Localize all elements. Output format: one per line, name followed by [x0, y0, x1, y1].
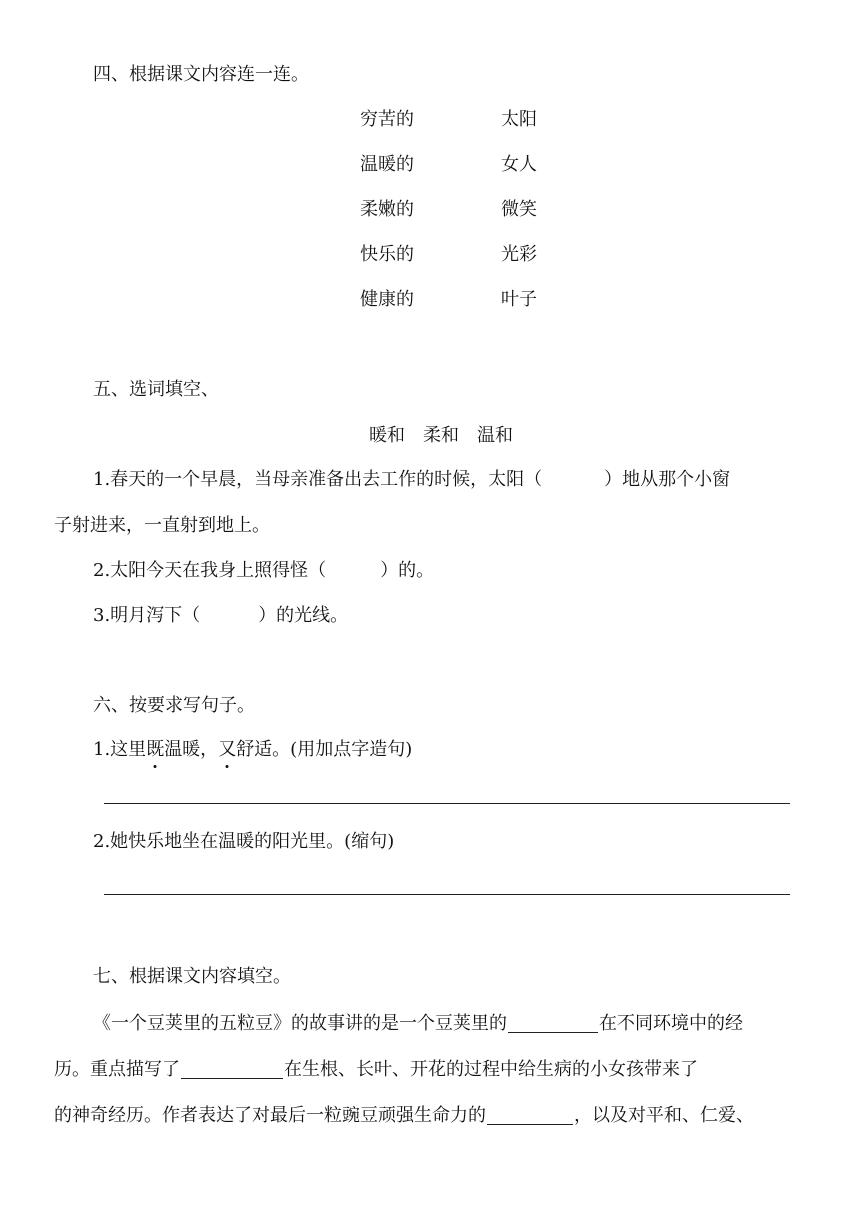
- word-bank: 暖和 柔和 温和: [369, 425, 513, 446]
- q1-text-b: ）地从那个小窗: [604, 469, 731, 490]
- s7-text: ，以及对平和、仁爱、: [574, 1105, 754, 1126]
- fill-blank[interactable]: [508, 1014, 598, 1033]
- s7-text: 在生根、长叶、开花的过程中给生病的小女孩带来了: [284, 1059, 698, 1080]
- question-6-1: [93, 741, 412, 759]
- section7-line-2: [54, 1060, 698, 1079]
- section4-title: 四、根据课文内容连一连。: [93, 64, 309, 85]
- q2-text-b: ）的。: [380, 560, 435, 581]
- question-5-1: [93, 471, 730, 489]
- match-left-item: 健康的: [360, 289, 414, 310]
- q3-text-a: 3.明月泻下（: [93, 605, 201, 626]
- match-left-item: 柔嫩的: [360, 199, 414, 220]
- q6-1-post: 舒适。(用加点字造句): [236, 739, 413, 760]
- question-5-2: [93, 562, 434, 580]
- match-left-item: 温暖的: [360, 154, 414, 175]
- section7-line-3: [54, 1106, 754, 1125]
- s7-text: 《一个豆荚里的五粒豆》的故事讲的是一个豆荚里的: [93, 1013, 507, 1034]
- match-right-item: 微笑: [501, 199, 537, 220]
- dotted-char: 又: [218, 739, 237, 760]
- match-right-item: 女人: [501, 154, 537, 175]
- q6-1-pre: 1.这里: [93, 739, 147, 760]
- s7-text: 历。重点描写了: [54, 1059, 180, 1080]
- q6-1-mid: 温暖，: [164, 739, 219, 760]
- section6-title: 六、按要求写句子。: [93, 695, 255, 716]
- s7-text: 在不同环境中的经: [599, 1013, 743, 1034]
- q1-text-a: 1.春天的一个早晨，当母亲准备出去工作的时候，太阳（: [93, 469, 543, 490]
- q2-text-a: 2.太阳今天在我身上照得怪（: [93, 560, 327, 581]
- fill-blank[interactable]: [181, 1060, 283, 1079]
- dotted-char: 既: [146, 739, 165, 760]
- match-right-item: 太阳: [501, 109, 537, 130]
- match-left-item: 穷苦的: [360, 109, 414, 130]
- match-right-item: 光彩: [501, 244, 537, 265]
- question-5-1-continued: 子射进来，一直射到地上。: [54, 515, 270, 536]
- answer-line[interactable]: [104, 803, 790, 804]
- answer-line[interactable]: [104, 894, 790, 895]
- s7-text: 的神奇经历。作者表达了对最后一粒豌豆顽强生命力的: [54, 1105, 486, 1126]
- fill-blank[interactable]: [487, 1106, 573, 1125]
- section5-title: 五、选词填空、: [93, 379, 219, 400]
- match-right-item: 叶子: [501, 289, 537, 310]
- match-left-item: 快乐的: [360, 244, 414, 265]
- section7-line-1: [93, 1014, 743, 1033]
- q3-text-b: ）的光线。: [258, 605, 349, 626]
- question-5-3: [93, 607, 348, 625]
- section7-title: 七、根据课文内容填空。: [93, 966, 291, 987]
- question-6-2: 2.她快乐地坐在温暖的阳光里。(缩句): [93, 831, 395, 852]
